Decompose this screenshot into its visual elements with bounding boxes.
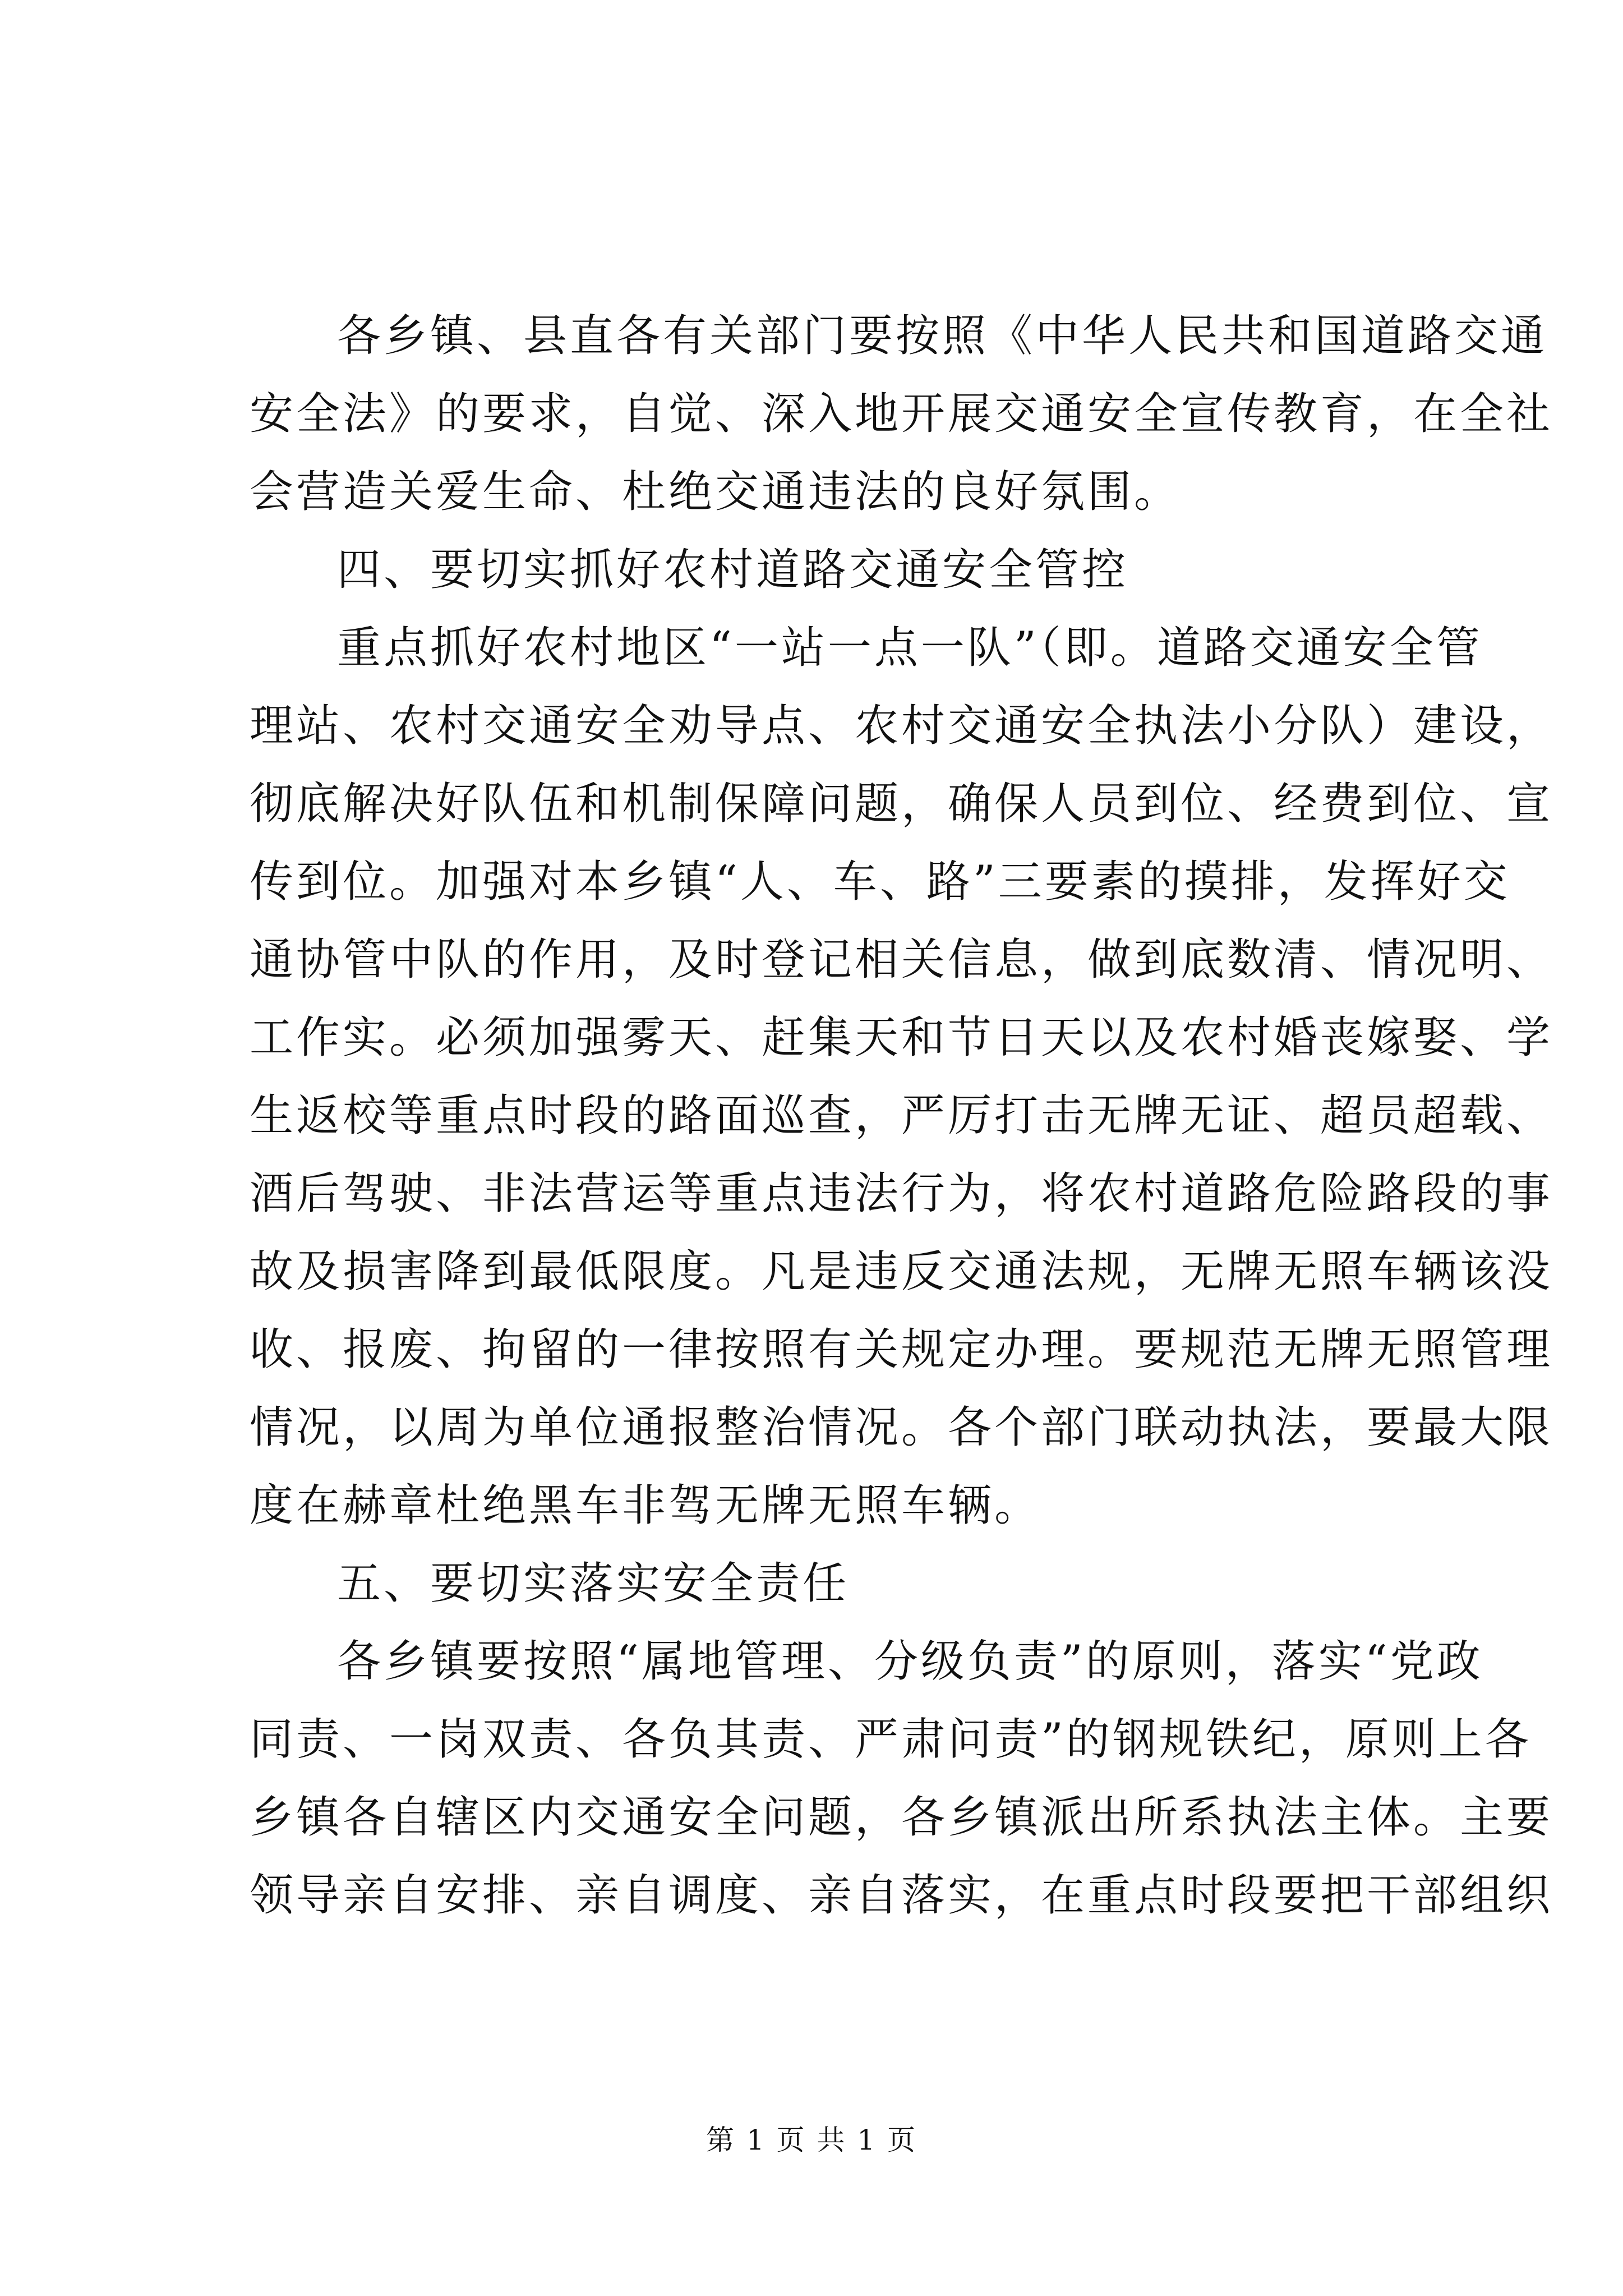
paragraph-line: 各乡镇、县直各有关部门要按照《中华人民共和国道路交通 [337,311,1548,361]
page-footer [0,2123,1623,2157]
paragraph-line: 传到位。加强对本乡镇“人、车、路”三要素的摸排，发挥好交 [250,857,1510,907]
section-heading: 四、要切实抓好农村道路交通安全管控 [337,545,1129,595]
paragraph-line: 同责、一岗双责、各负其责、严肃问责”的钢规铁纪，原则上各 [250,1714,1532,1765]
paragraph-line: 各乡镇要按照“属地管理、分级负责”的原则，落实“党政 [337,1636,1483,1687]
paragraph-line: 理站、农村交通安全劝导点、农村交通安全执法小分队）建设， [250,701,1553,751]
paragraph-line: 故及损害降到最低限度。凡是违反交通法规，无牌无照车辆该没 [250,1246,1553,1297]
paragraph-line: 酒后驾驶、非法营运等重点违法行为，将农村道路危险路段的事 [250,1168,1553,1219]
paragraph-line: 情况，以周为单位通报整治情况。各个部门联动执法，要最大限 [250,1402,1553,1453]
document-body [250,297,1553,1935]
paragraph-line: 安全法》的要求，自觉、深入地开展交通安全宣传教育，在全社 [250,389,1553,439]
paragraph-line: 彻底解决好队伍和机制保障问题，确保人员到位、经费到位、宣 [250,779,1553,829]
paragraph-line: 领导亲自安排、亲自调度、亲自落实，在重点时段要把干部组织 [250,1870,1553,1921]
paragraph-line: 会营造关爱生命、杜绝交通违法的良好氛围。 [250,467,1181,517]
paragraph-line: 生返校等重点时段的路面巡查，严厉打击无牌无证、超员超载、 [250,1091,1553,1141]
paragraph-line: 通协管中队的作用，及时登记相关信息，做到底数清、情况明、 [250,935,1553,985]
paragraph-line: 度在赫章杜绝黑车非驾无牌无照车辆。 [250,1480,1041,1531]
page-number-label: 第 1 页 共 1 页 [706,2124,917,2156]
paragraph-line: 重点抓好农村地区“一站一点一队”（即。道路交通安全管 [337,623,1483,673]
paragraph-line: 收、报废、拘留的一律按照有关规定办理。要规范无牌无照管理 [250,1324,1553,1375]
paragraph-line: 工作实。必须加强雾天、赶集天和节日天以及农村婚丧嫁娶、学 [250,1013,1553,1063]
paragraph-line: 乡镇各自辖区内交通安全问题，各乡镇派出所系执法主体。主要 [250,1792,1553,1843]
section-heading: 五、要切实落实安全责任 [337,1558,850,1609]
